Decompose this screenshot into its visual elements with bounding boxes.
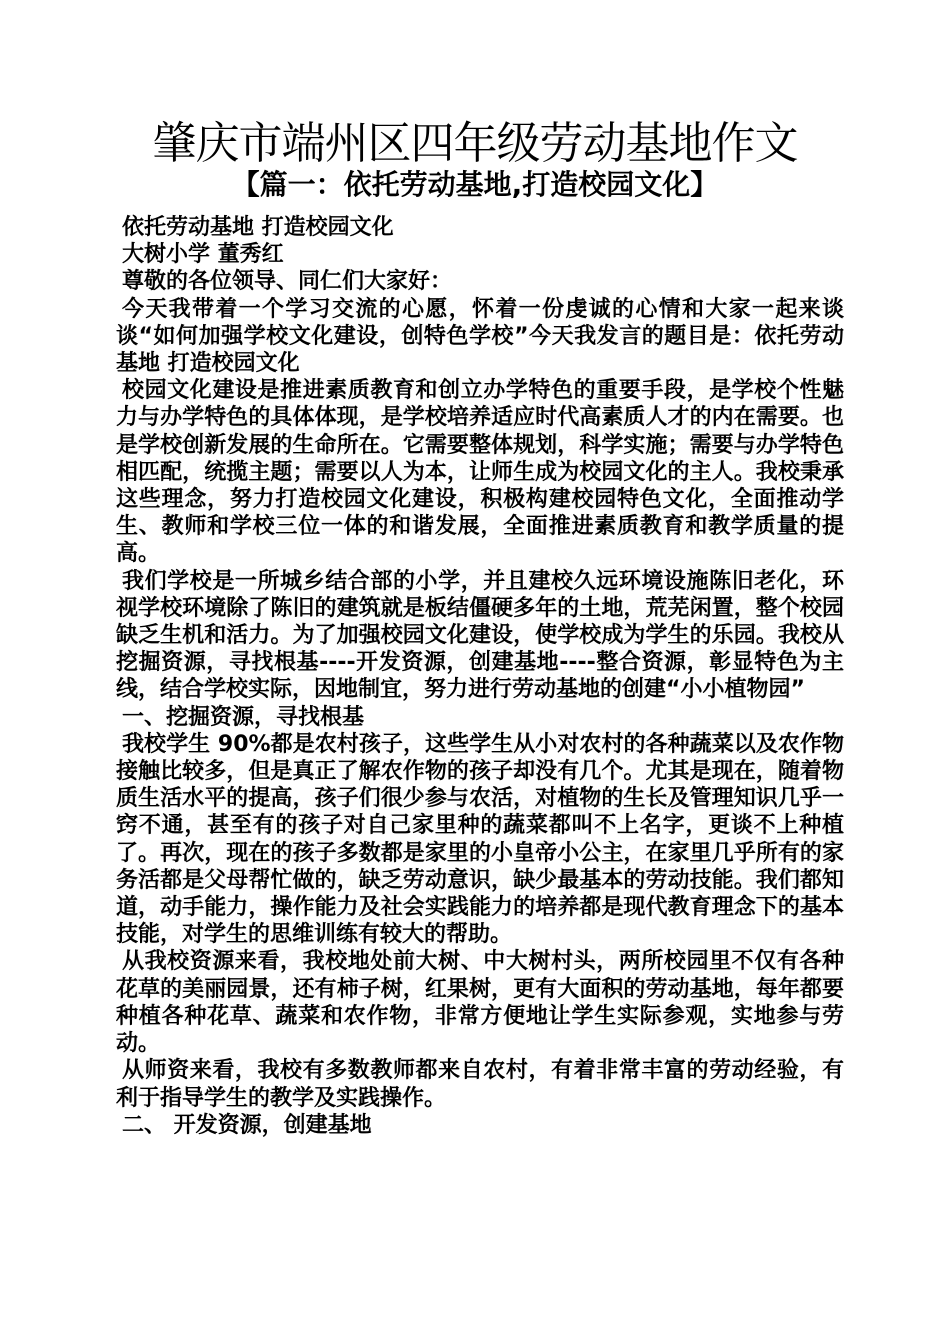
body-paragraph: 校园文化建设是推进素质教育和创立办学特色的重要手段，是学校个性魅力与办学特色的具体体现，是学校培养适应时代高素质人才的内在需要。也是学校创新发展的生命所在。它需要整体规划，科学实施；需要与办学特色相匹配，统揽主题；需要以人为本，让师生成为校园文化的主人。我校秉承这些理念，努力打造校园文化建设，积极构建校园特色文化，全面推动学生、教师和学校三位一体的和谐发展，全面推进素质教育和教学质量的提高。 bbox=[116, 378, 844, 567]
speech-title: 依托劳动基地 打造校园文化 bbox=[122, 215, 394, 240]
document-subtitle: 【篇一：依托劳动基地,打造校园文化】 bbox=[231, 168, 719, 201]
document-body bbox=[116, 214, 844, 1139]
body-paragraph: 我们学校是一所城乡结合部的小学，并且建校久远环境设施陈旧老化，环视学校环境除了陈旧的建筑就是板结僵硬多年的土地，荒芜闲置，整个校园缺乏生机和活力。为了加强校园文化建设，使学校成为学生的乐园。我校从挖掘资源，寻找根基----开发资源，创建基地----整合资源，彰显特色为主线，结合学校实际，因地制宜，努力进行劳动基地的创建“小小植物园” bbox=[116, 568, 844, 703]
greeting-line: 尊敬的各位领导、同仁们大家好： bbox=[122, 269, 453, 295]
section-heading: 二、 开发资源，创建基地 bbox=[122, 1112, 372, 1138]
speaker-line: 大树小学 董秀红 bbox=[122, 242, 284, 268]
section-heading: 一、挖掘资源，寻找根基 bbox=[122, 704, 365, 730]
body-paragraph: 今天我带着一个学习交流的心愿，怀着一份虔诚的心情和大家一起来谈谈“如何加强学校文化建设，创特色学校”今天我发言的题目是：依托劳动基地 打造校园文化 bbox=[116, 296, 844, 377]
document-title: 肇庆市端州区四年级劳动基地作文 bbox=[152, 118, 798, 169]
body-paragraph: 我校学生 90%都是农村孩子，这些学生从小对农村的各种蔬菜以及农作物接触比较多，但是真正了解农作物的孩子却没有几个。尤其是现在，随着物质生活水平的提高，孩子们很少参与农活，对植物的生长及管理知识几乎一窍不通，甚至有的孩子对自己家里种的蔬菜都叫不上名字，更谈不上种植了。再次，现在的孩子多数都是家里的小皇帝小公主，在家里几乎所有的家务活都是父母帮忙做的，缺乏劳动意识，缺少最基本的劳动技能。我们都知道，动手能力，操作能力及社会实践能力的培养都是现代教育理念下的基本技能，对学生的思维训练有较大的帮助。 bbox=[116, 731, 844, 948]
body-paragraph: 从我校资源来看，我校地处前大树、中大树村头，两所校园里不仅有各种花草的美丽园景，还有柿子树，红果树，更有大面积的劳动基地，每年都要种植各种花草、蔬菜和农作物，非常方便地让学生实际参观，实地参与劳动。 bbox=[116, 949, 844, 1057]
body-paragraph: 从师资来看，我校有多数教师都来自农村，有着非常丰富的劳动经验，有利于指导学生的教学及实践操作。 bbox=[116, 1058, 844, 1111]
